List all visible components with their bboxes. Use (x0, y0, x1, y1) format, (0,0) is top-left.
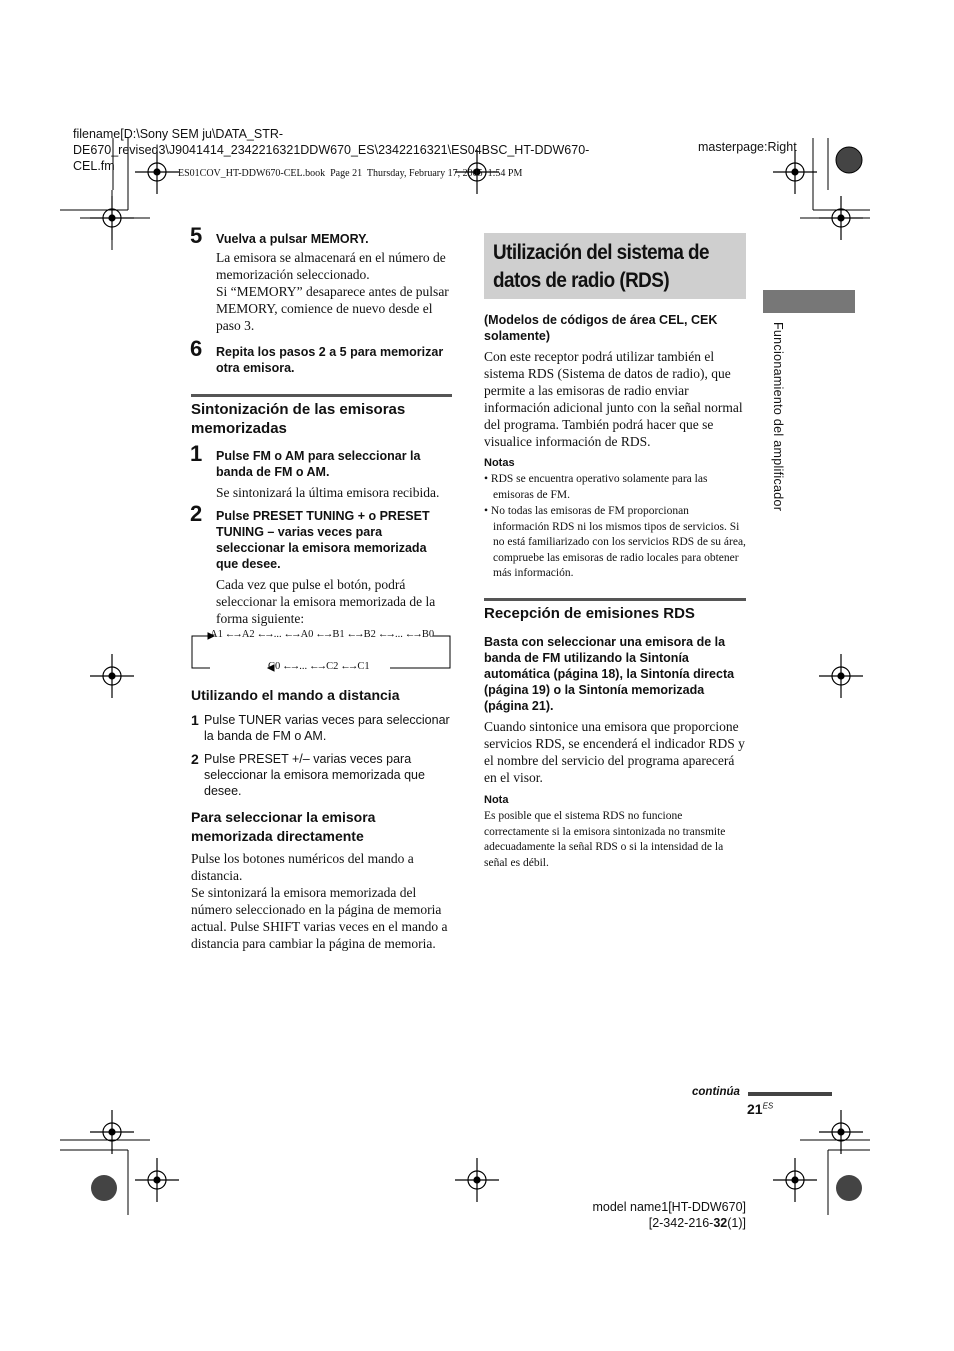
section-title-memorized: Sintonización de las emisoras memorizadas (191, 401, 406, 437)
step-5-heading: Vuelva a pulsar MEMORY. (216, 232, 369, 246)
filename-line-2: DE670_revised3\J9041414_2342216321DDW670_ES\2342216321\ES04BSC_HT-DDW670- (73, 143, 590, 157)
cycle-bottom-item-0: C0 (268, 661, 281, 672)
cycle-top-item-4: B1 (332, 629, 345, 640)
nota-1-text: RDS se encuentra operativo solamente para las emisoras de FM. (490, 473, 708, 501)
double-arrow-icon: ←→ (315, 629, 331, 640)
step-5-body (216, 249, 456, 334)
step-2-heading: Pulse PRESET TUNING + o PRESET TUNING – varias veces para seleccionar la emisora memorizada que desee. (216, 509, 430, 571)
step-6-heading: Repita los pasos 2 a 5 para memorizar otra emisora. (216, 345, 444, 375)
remote-title: Utilizando el mando a distancia (191, 687, 400, 703)
remote-step-1-number: 1 (191, 712, 199, 728)
notas-label: Notas (484, 457, 515, 469)
cycle-top-item-2: ... (273, 629, 282, 640)
step-5-body-text-2: Si “MEMORY” desaparece antes de pulsar MEMORY, comience de nuevo desde el paso 3. (216, 284, 449, 333)
double-arrow-icon: ←→ (256, 629, 272, 640)
continua-bar (748, 1092, 832, 1096)
step-1-body: Se sintonizará la última emisora recibida. (216, 485, 440, 500)
direct-body-text-2: Se sintonizará la emisora memorizada del número seleccionado en la página de memoria actual. Pulse SHIFT varias veces en el mando a distancia para cambiar la página de memoria. (191, 885, 448, 951)
model-line-2 (560, 1215, 746, 1231)
page-number-value: 21 (747, 1101, 763, 1117)
remote-step-1-text: Pulse TUNER varias veces para seleccionar la banda de FM o AM. (204, 713, 450, 743)
cycle-bottom-item-2: C2 (326, 661, 339, 672)
rds-banner (484, 233, 746, 299)
filename-line-1: filename[D:\Sony SEM ju\DATA_STR- (73, 127, 284, 141)
cycle-bottom-item-3: C1 (357, 661, 370, 672)
notas-list (484, 472, 746, 582)
remote-step-1 (191, 712, 451, 744)
cycle-top-item-3: A0 (300, 629, 314, 640)
models-note: (Modelos de códigos de área CEL, CEK solamente) (484, 313, 718, 343)
side-tab-label: Funcionamiento del amplificador (771, 322, 785, 512)
model-info (560, 1199, 746, 1231)
step-1-heading: Pulse FM o AM para seleccionar la banda de FM o AM. (216, 449, 421, 479)
reception-rule (484, 598, 746, 601)
side-tab-marker (763, 290, 855, 313)
cycle-bottom-item-1: ... (299, 661, 308, 672)
continua-label: continúa (692, 1086, 740, 1098)
filename-info (73, 126, 613, 174)
double-arrow-icon: ←→ (404, 629, 420, 640)
double-arrow-icon: ←→ (377, 629, 393, 640)
masterpage-label: masterpage:Right (698, 140, 797, 154)
book-line: ES01COV_HT-DDW670-CEL.book Page 21 Thursday, February 17, 2005 1:54 PM (178, 168, 523, 179)
cycle-top-item-7: B0 (421, 629, 435, 640)
remote-step-2-text: Pulse PRESET +/– varias veces para seleccionar la emisora memorizada que desee. (204, 752, 425, 798)
page-language-suffix: ES (762, 1101, 774, 1111)
remote-step-2 (191, 751, 451, 799)
double-arrow-icon: ←→ (224, 629, 240, 640)
direct-body (191, 850, 453, 952)
reception-title: Recepción de emisiones RDS (484, 605, 695, 622)
nota-item-1: • RDS se encuentra operativo solamente para las emisoras de FM. (484, 473, 708, 501)
reception-heading: Basta con seleccionar una emisora de la banda de FM utilizando la Sintonía automática (página 18), la Sintonía directa (página 19) o la Sintonía memorizada (página 21). (484, 635, 735, 713)
cycle-top-item-0: A1 (210, 629, 223, 640)
model-line-2-prefix: [2-342-216- (648, 1216, 714, 1230)
model-line-2-bold: 32 (713, 1216, 728, 1230)
reception-body: Cuando sintonice una emisora que proporcione servicios RDS, se encenderá el indicador RDS y el nombre del servicio del programa aparecerá en el visor. (484, 719, 745, 785)
page-number (747, 1101, 773, 1117)
step-1-number: 1 (190, 441, 203, 466)
rds-banner-title: Utilización del sistema de datos de radio (RDS) (493, 241, 709, 292)
cycle-top-item-5: B2 (363, 629, 376, 640)
filename-line-3: CEL.fm (73, 159, 115, 173)
step-2-number: 2 (190, 501, 203, 526)
model-line-1: model name1[HT-DDW670] (592, 1200, 746, 1214)
nota-item-2: • No todas las emisoras de FM proporcionan información RDS ni los mismos tipos de servicios. Si no está familiarizado con los servicios RDS de su área, compruebe las emisoras de radio locales para obtener más información. (484, 505, 746, 579)
step-2-body: Cada vez que pulse el botón, podrá seleccionar la emisora memorizada de la forma siguiente: (216, 577, 436, 626)
double-arrow-icon: ←→ (346, 629, 362, 640)
direct-body-text-1: Pulse los botones numéricos del mando a distancia. (191, 851, 414, 883)
double-arrow-icon: ←→ (283, 629, 299, 640)
cycle-top-row (210, 629, 434, 640)
rds-intro: Con este receptor podrá utilizar también el sistema RDS (Sistema de datos de radio), que permite a las emisoras de radio enviar información adicional junto con la señal normal del programa. También podrá hacer que se visualice información de RDS. (484, 349, 743, 449)
remote-step-2-number: 2 (191, 751, 199, 767)
double-arrow-icon: ←→ (309, 661, 325, 672)
nota-label: Nota (484, 794, 509, 806)
section-rule (191, 394, 452, 397)
nota-body: Es posible que el sistema RDS no funcione correctamente si la emisora sintonizada no transmite adecuadamente la señal RDS o si la intensidad de la señal es débil. (484, 810, 726, 869)
direct-title: Para seleccionar la emisora memorizada directamente (191, 809, 376, 844)
preset-cycle-diagram (190, 628, 452, 672)
nota-2-text: No todas las emisoras de FM proporcionan información RDS ni los mismos tipos de servicios. Si no está familiarizado con los servicios RDS de su área, compruebe las emisoras de radio locales para obtener más información. (490, 505, 746, 579)
double-arrow-icon: ←→ (282, 661, 298, 672)
step-6-number: 6 (190, 336, 203, 361)
step-5-number: 5 (190, 223, 203, 248)
cycle-top-item-1: A2 (241, 629, 255, 640)
cycle-bottom-row (268, 661, 370, 672)
step-5-body-text: La emisora se almacenará en el número de memorización seleccionado. (216, 250, 446, 282)
model-line-2-suffix: (1)] (727, 1216, 746, 1230)
cycle-top-item-6: ... (394, 629, 403, 640)
double-arrow-icon: ←→ (340, 661, 356, 672)
